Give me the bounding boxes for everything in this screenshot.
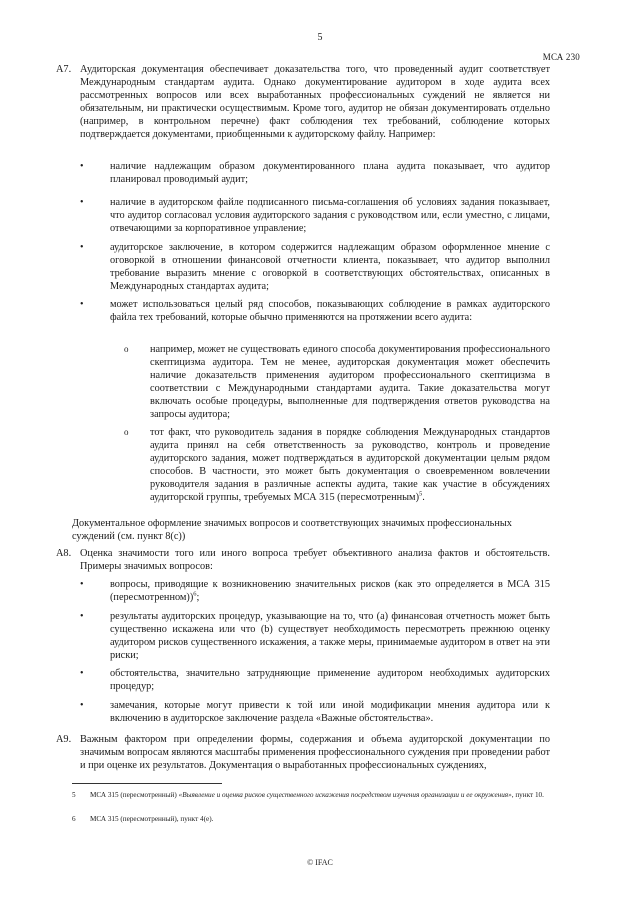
section-heading: Документальное оформление значимых вопросов и соответствующих значимых профессиональных суждений (см. пункт 8(c)) [72, 518, 512, 543]
bullet-icon: • [80, 197, 84, 208]
bullet-icon: • [80, 700, 84, 711]
page-number: 5 [317, 32, 323, 43]
footnote-title: «Выявление и оценка рисков существенного искажения посредством изучения организации и ее окружения» [178, 791, 512, 799]
footnote-ref-5[interactable]: 5 [419, 491, 423, 499]
sub-list-item-text: тот факт, что руководитель задания в порядке соблюдения Международных стандартов аудита принял на себя ответственность за руководство, контроль и проведение аудиторского задания, может подтверждаться в аудиторской документации целым рядом способов. В частности, это может быть документация о своевременном вовлечении руководителя задания в различные аспекты аудита, такие как участие в обсуждениях аудиторской группы, требуемых МСА 315 (пересмотренным) [150, 427, 550, 504]
list-item [80, 298, 550, 324]
list-item-text: замечания, которые могут привести к той или иной модификации мнения аудитора или к включению в аудиторское заключение раздела «Важные обстоятельства». [110, 700, 550, 725]
footnote-number: 6 [72, 815, 76, 823]
bullet-icon: • [80, 299, 84, 310]
circle-bullet-icon: o [124, 427, 129, 437]
list-item-text: результаты аудиторских процедур, указывающие на то, что (a) финансовая отчетность может быть существенно искажена или что (b) существует необходимость пересмотреть прежнюю оценку аудитором рисков существенного искажения, а также меры, принимаемые аудитором в ответ на эти риски; [110, 611, 550, 662]
footnote-number: 5 [72, 791, 76, 799]
list-item [80, 578, 550, 604]
paragraph-label-a8: A8. [56, 548, 72, 559]
list-item [80, 241, 550, 293]
list-item-text: наличие в аудиторском файле подписанного письма-соглашения об условиях задания показывает, что аудитор согласовал условия аудиторского задания с руководством или, если уместно, с лицами, отвечающими за корпоративное управление; [110, 197, 550, 235]
sub-list-item [124, 426, 550, 505]
paragraph-a9 [56, 733, 550, 772]
sub-list-item-end: . [422, 492, 425, 504]
bullet-icon: • [80, 668, 84, 679]
circle-bullet-icon: o [124, 344, 129, 354]
list-item-text: аудиторское заключение, в котором содержится надлежащим образом оформленное мнение с оговоркой в отношении финансовой отчетности клиента, показывает, что аудитор выполнил требование выразить мнение с оговоркой в соответствующих обстоятельствах, описанных в Международных стандартах аудита; [110, 242, 550, 293]
sub-list-item [124, 343, 550, 422]
bullet-icon: • [80, 242, 84, 253]
footnote-ref-6[interactable]: 6 [193, 590, 197, 598]
bullet-icon: • [80, 579, 84, 590]
list-item [80, 667, 550, 693]
footnote-divider [72, 783, 222, 784]
list-item [80, 699, 550, 725]
list-item [80, 610, 550, 662]
list-item-text: обстоятельства, значительно затрудняющие применение аудитором необходимых аудиторских процедур; [110, 668, 550, 693]
list-item [80, 160, 550, 186]
sub-list-item-text: например, может не существовать единого способа документирования профессионального скептицизма аудитора. Тем не менее, аудиторская документация может обеспечить наличие доказательств применения аудитором профессионального скептицизма в соответствии с Международными стандартами аудита. Такие доказательства могут включать особые процедуры, выполненные для подтверждения ответов руководства на запросы аудитора; [150, 344, 550, 421]
list-item-end: ; [196, 592, 200, 604]
list-item [80, 196, 550, 235]
list-item-text: может использоваться целый ряд способов, показывающих соблюдение в рамках аудиторского файла тех требований, которые обычно применяются на протяжении всего аудита: [110, 299, 550, 324]
list-item-text: наличие надлежащим образом документированного плана аудита показывает, что аудитор планировал проводимый аудит; [110, 161, 550, 186]
paragraph-a7-text: Аудиторская документация обеспечивает доказательства того, что проведенный аудит соответствует Международным стандартам аудита. Однако документирование аудитором в ходе аудита всех рассмотренных вопросов или всех выработанных профессиональных суждений не является ни обязательным, ни практически осуществимым. Кроме того, аудитор не обязан документировать отдельно (например, в контрольном перечне) факт соблюдения тех требований, соблюдение которых подтверждается документами, приобщенными к аудиторскому файлу. Например: [80, 64, 550, 141]
paragraph-a7 [56, 63, 550, 142]
bullet-icon: • [80, 161, 84, 172]
paragraph-a8 [56, 547, 550, 573]
paragraph-a8-text: Оценка значимости того или иного вопроса требует объективного анализа фактов и обстоятельств. Примеры значимых вопросов: [80, 548, 550, 573]
footnote-text [90, 814, 550, 824]
list-item-text: вопросы, приводящие к возникновению значительных рисков (как это определяется в МСА 315 (пересмотренном)) [110, 579, 550, 604]
paragraph-a9-text: Важным фактором при определении формы, содержания и объема аудиторской документации по значимым вопросам являются масштабы применения профессионального суждения при проведении работ и при оценке их результатов. Документация о выработанных профессиональных суждениях, [80, 734, 550, 772]
header-code: МСА 230 [542, 52, 580, 62]
footnote-prefix: МСА 315 (пересмотренный) [90, 791, 179, 799]
footnote-text [90, 790, 550, 800]
paragraph-label-a7: A7. [56, 64, 72, 75]
bullet-icon: • [80, 611, 84, 622]
paragraph-label-a9: A9. [56, 734, 72, 745]
footnote-prefix: МСА 315 (пересмотренный), пункт 4(е). [90, 815, 214, 823]
page-footer: © IFAC [307, 858, 333, 867]
footnote-suffix: , пункт 10. [511, 791, 544, 799]
